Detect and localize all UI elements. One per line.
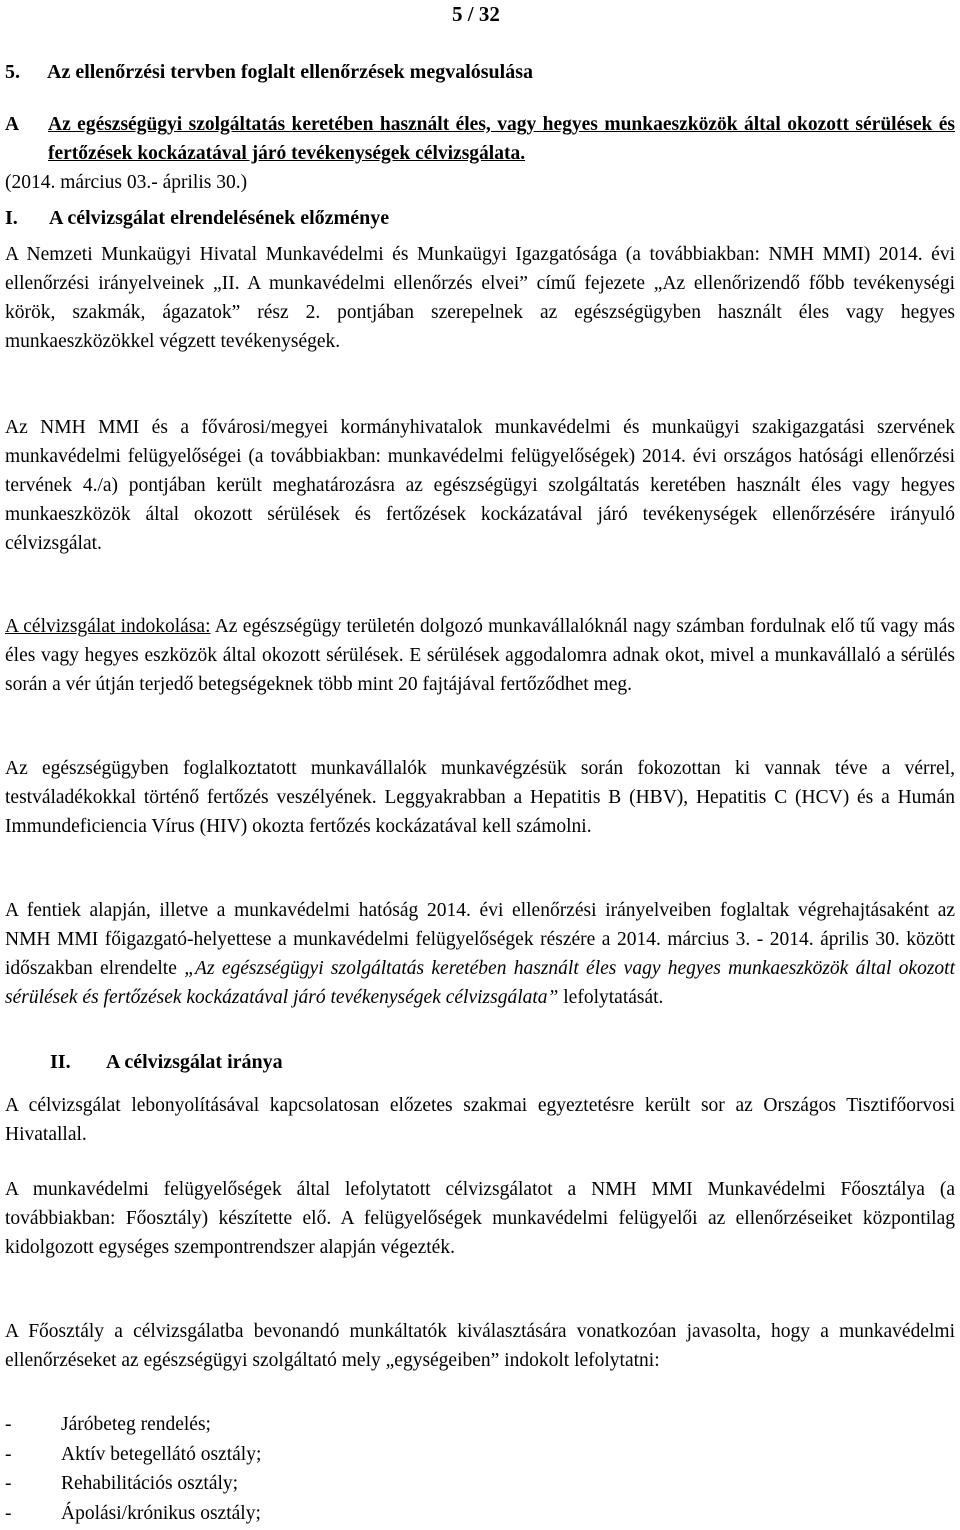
heading-1-text: A célvizsgálat elrendelésének előzménye	[49, 207, 390, 229]
section-title: Az ellenőrzési tervben foglalt ellenőrzések megvalósulása	[47, 61, 533, 83]
heading-1	[5, 204, 389, 233]
page-number: 5 / 32	[452, 2, 500, 26]
target-date: (2014. március 03.- április 30.)	[5, 172, 248, 193]
paragraph-8: A Főosztály a célvizsgálatba bevonandó munkáltatók kiválasztására vonatkozóan javasolta, hogy a munkavédelmi ellenőrzéseket az egészségügyi szolgáltató mely „egységeiben” indokolt lefolytatni:	[5, 1321, 955, 1371]
list-dash: -	[5, 1502, 12, 1524]
list-item	[5, 1499, 261, 1529]
target-letter: A	[5, 114, 20, 135]
list-dash: -	[5, 1473, 12, 1494]
list-item-text: Ápolási/krónikus osztály;	[61, 1502, 261, 1524]
list-item	[5, 1469, 261, 1499]
heading-2	[50, 1048, 283, 1077]
paragraph-5-text-after: lefolytatását.	[558, 987, 664, 1008]
heading-2-text: A célvizsgálat iránya	[106, 1051, 283, 1073]
paragraph-5-italic-title: „Az egészségügyi szolgáltatás keretében használt éles vagy hegyes munkaeszközök által okozott sérülések és fertőzések kockázatával járó tevékenységek célvizsgálata”	[5, 958, 956, 1008]
list-item	[5, 1410, 261, 1440]
section-number: 5.	[5, 61, 20, 83]
list-item-text: Aktív betegellátó osztály;	[61, 1443, 262, 1465]
paragraph-7: A munkavédelmi felügyelőségek által lefolytatott célvizsgálatot a NMH MMI Munkavédelmi Főosztálya (a továbbiakban: Főosztály) készítette elő. A felügyelőségek munkavédelmi felügyelői az ellenőrzéseiket központilag kidolgozott egységes szempontrendszer alapján végezték.	[5, 1179, 955, 1258]
target-title-block	[5, 110, 955, 197]
target-title: Az egészségügyi szolgáltatás keretében használt éles, vagy hegyes munkaeszközök által okozott sérülések és fertőzések kockázatával járó tevékenységek célvizsgálata.	[48, 114, 955, 164]
unit-list	[5, 1410, 261, 1528]
section-heading	[5, 58, 955, 87]
list-item-text: Járóbeteg rendelés;	[61, 1414, 211, 1435]
paragraph-2: Az NMH MMI és a fővárosi/megyei kormányhivatalok munkavédelmi és munkaügyi szakigazgatási szervének munkavédelmi felügyelőségei (a továbbiakban: munkavédelmi felügyelőségek) 2014. évi országos hatósági ellenőrzési tervének 4./a) pontjában került meghatározásra az egészségügyi szolgáltatás keretében használt éles vagy hegyes munkaeszközök által okozott sérülések és fertőzések kockázatával járó tevékenységek ellenőrzésére irányuló célvizsgálat.	[5, 417, 955, 554]
paragraph-3	[5, 612, 955, 699]
paragraph-4: Az egészségügyben foglalkoztatott munkavállalók munkavégzésük során fokozottan ki vannak téve a vérrel, testváladékokkal történő fertőzés veszélyének. Leggyakrabban a Hepatitis B (HBV), Hepatitis C (HCV) és a Humán Immundeficiencia Vírus (HIV) okozta fertőzés kockázatával kell számolni.	[5, 758, 955, 837]
list-dash: -	[5, 1414, 12, 1435]
paragraph-5-text-before: A fentiek alapján, illetve a munkavédelmi hatóság 2014. évi ellenőrzési irányelveiben foglaltak végrehajtásaként az NMH MMI főigazgató-helyettese a munkavédelmi felügyelőségek részére a 2014. március 3. - 2014. április 30. között időszakban elrendelte	[5, 900, 955, 979]
list-item-text: Rehabilitációs osztály;	[61, 1473, 239, 1494]
list-item	[5, 1440, 261, 1470]
paragraph-3-label: A célvizsgálat indokolása:	[5, 616, 211, 637]
list-dash: -	[5, 1443, 12, 1465]
paragraph-5	[5, 896, 955, 1012]
paragraph-6: A célvizsgálat lebonyolításával kapcsolatosan előzetes szakmai egyeztetésre került sor az Országos Tisztifőorvosi Hivatallal.	[5, 1095, 955, 1145]
heading-1-roman: I.	[5, 207, 18, 229]
paragraph-3-text: Az egészségügy területén dolgozó munkavállalóknál nagy számban fordulnak elő tű vagy más éles vagy hegyes eszközök által okozott sérülések. E sérülések aggodalomra adnak okot, mivel a munkavállaló a sérülés során a vér útján terjedő betegségeknek több mint 20 fajtájával fertőződhet meg.	[5, 616, 955, 695]
paragraph-1: A Nemzeti Munkaügyi Hivatal Munkavédelmi és Munkaügyi Igazgatósága (a továbbiakban: NMH MMI) 2014. évi ellenőrzési irányelveinek „II. A munkavédelmi ellenőrzés elvei” című fejezete „Az ellenőrizendő főbb tevékenységi körök, szakmák, ágazatok” rész 2. pontjában szerepelnek az egészségügyben használt éles vagy hegyes munkaeszközökkel végzett tevékenységek.	[5, 244, 955, 352]
heading-2-roman: II.	[50, 1051, 71, 1073]
